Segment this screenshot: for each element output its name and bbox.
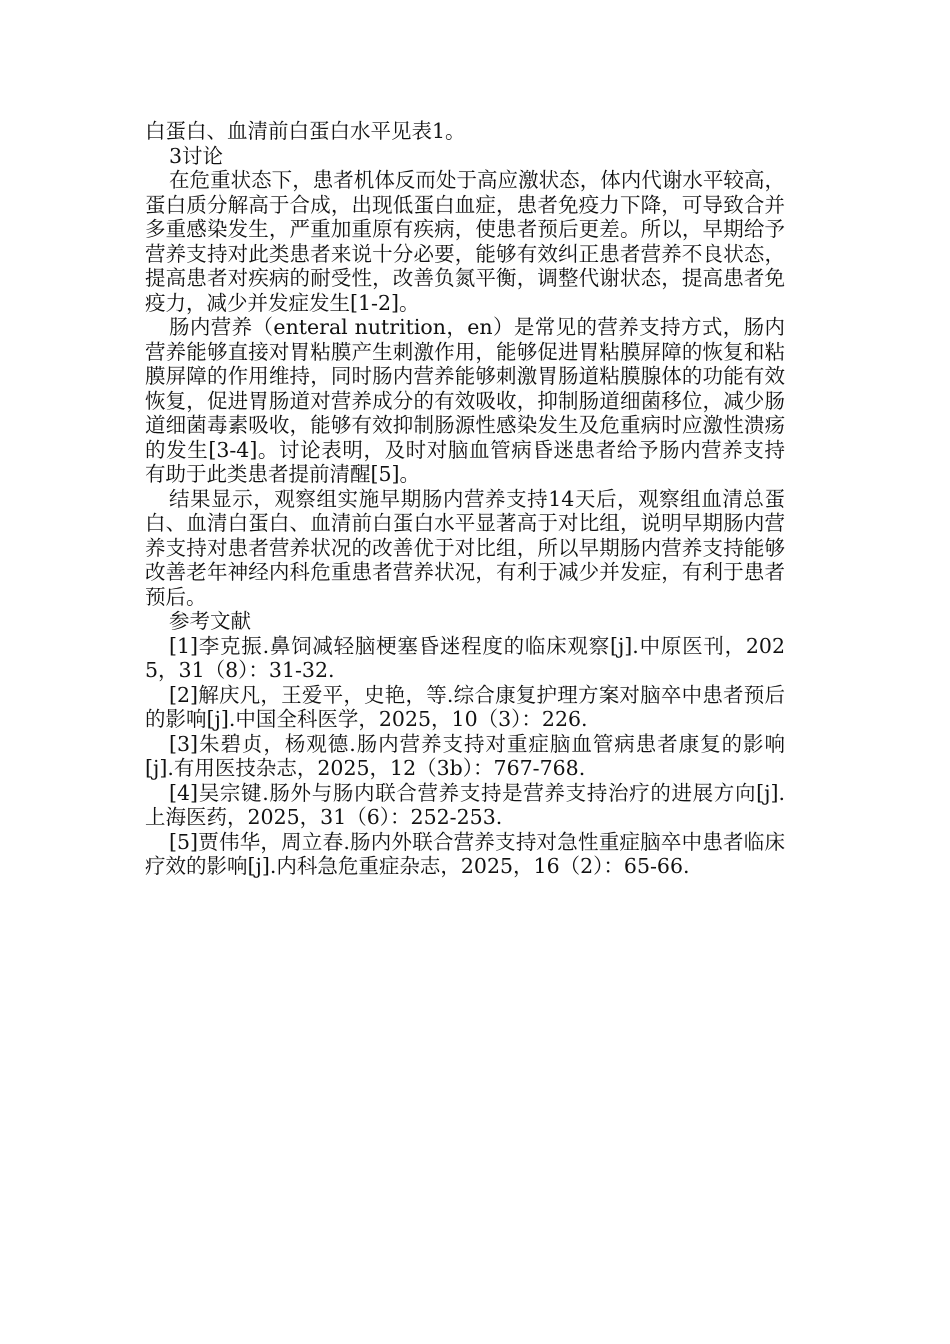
reference-item: [5]贾伟华，周立春.肠内外联合营养支持对急性重症脑卒中患者临床疗效的影响[j].内科急危重症杂志，2025，16（2）：65-66.	[145, 829, 785, 878]
document-body	[145, 119, 785, 879]
body-paragraph: 在危重状态下，患者机体反而处于高应激状态，体内代谢水平较高，蛋白质分解高于合成，出现低蛋白血症，患者免疫力下降，可导致合并多重感染发生，严重加重原有疾病，使患者预后更差。所以，早期给予营养支持对此类患者来说十分必要，能够有效纠正患者营养不良状态，提高患者对疾病的耐受性，改善负氮平衡，调整代谢状态，提高患者免疫力，减少并发症发生[1-2]。	[145, 168, 785, 315]
reference-item: [2]解庆凡，王爱平，史艳，等.综合康复护理方案对脑卒中患者预后的影响[j].中国全科医学，2025，10（3）：226.	[145, 682, 785, 731]
reference-item: [3]朱碧贞，杨观德.肠内营养支持对重症脑血管病患者康复的影响[j].有用医技杂志，2025，12（3b）：767-768.	[145, 731, 785, 780]
body-paragraph: 肠内营养（enteral nutrition，en）是常见的营养支持方式，肠内营养能够直接对胃粘膜产生刺激作用，能够促进胃粘膜屏障的恢复和粘膜屏障的作用维持，同时肠内营养能够刺激胃肠道粘膜腺体的功能有效恢复，促进胃肠道对营养成分的有效吸收，抑制肠道细菌移位，减少肠道细菌毒素吸收，能够有效抑制肠源性感染发生及危重病时应激性溃疡的发生[3-4]。讨论表明，及时对脑血管病昏迷患者给予肠内营养支持有助于此类患者提前清醒[5]。	[145, 315, 785, 486]
section-heading: 3讨论	[169, 143, 224, 168]
body-paragraph: 结果显示，观察组实施早期肠内营养支持14天后，观察组血清总蛋白、血清白蛋白、血清前白蛋白水平显著高于对比组，说明早期肠内营养支持对患者营养状况的改善优于对比组，所以早期肠内营养支持能够改善老年神经内科危重患者营养状况，有利于减少并发症，有利于患者预后。	[145, 486, 785, 609]
reference-item: [1]李克振.鼻饲减轻脑梗塞昏迷程度的临床观察[j].中原医刊，2025，31（8）：31-32.	[145, 633, 785, 682]
references-heading: 参考文献	[169, 609, 251, 633]
reference-item: [4]吴宗键.肠外与肠内联合营养支持是营养支持治疗的进展方向[j].上海医药，2025，31（6）：252-253.	[145, 780, 785, 829]
intro-line: 白蛋白、血清前白蛋白水平见表1。	[145, 119, 466, 143]
